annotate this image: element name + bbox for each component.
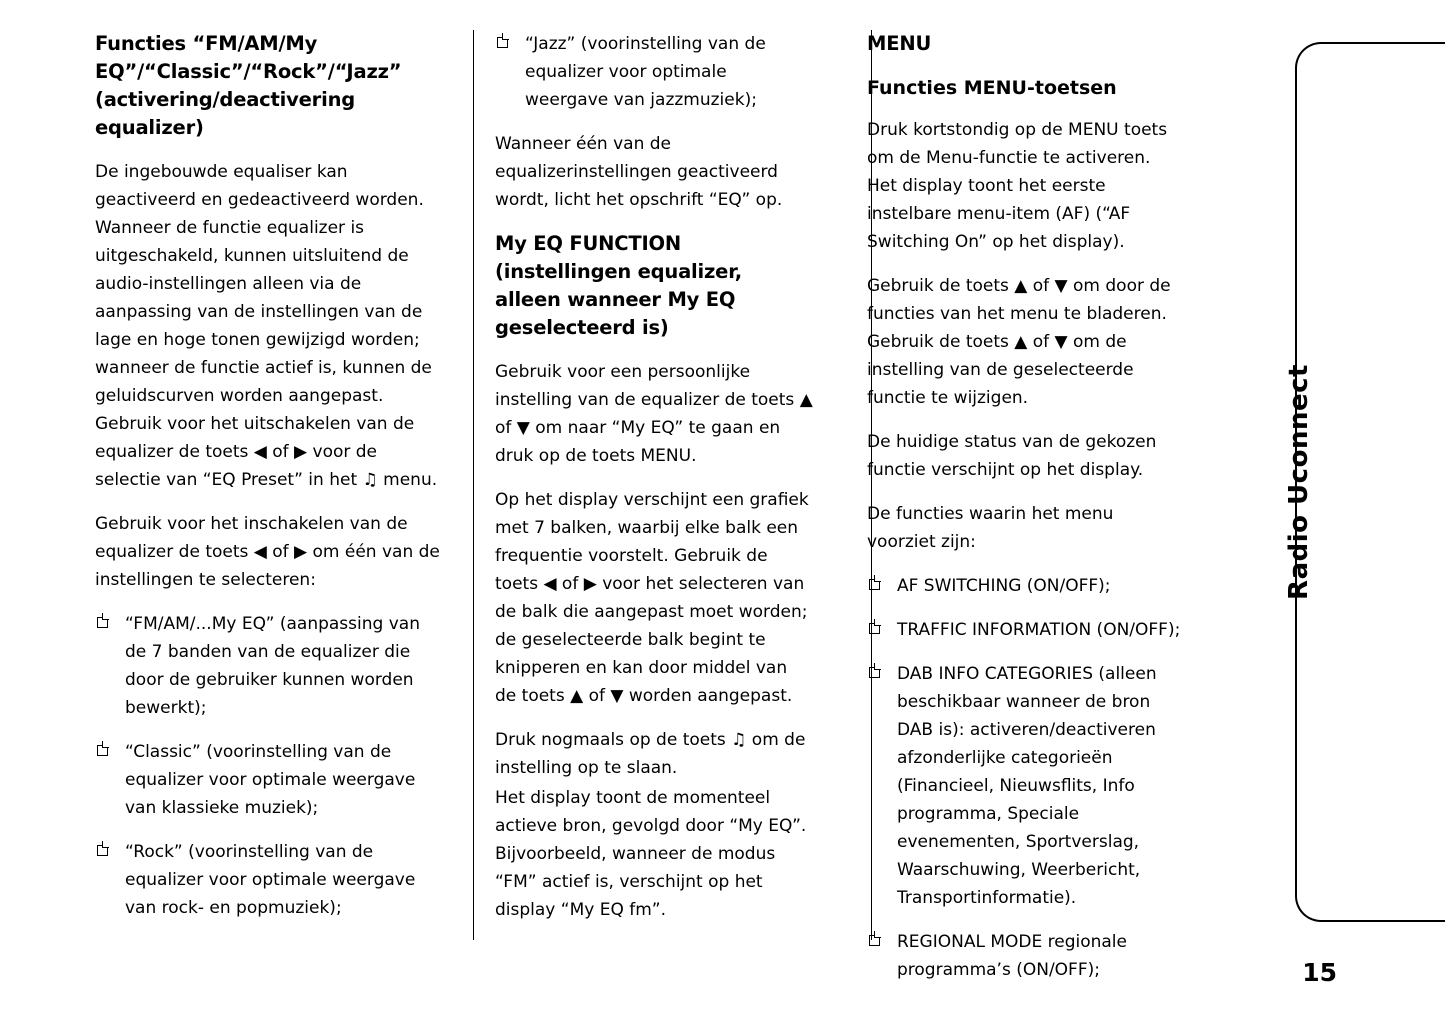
bullet-square-icon (869, 579, 880, 590)
middle-column (467, 30, 839, 940)
list-item (867, 616, 1185, 644)
paragraph-my-eq-graph: Op het display verschijnt een grafiek met 7 balken, waarbij elke balk een frequentie voorstelt. Gebruik de toets ◀ of ▶ voor het selecteren van de balk die aangepast moet worden; de geselecteerde balk begint te knipperen en kan door middel van de toets ▲ of ▼ worden aangepast. (495, 490, 809, 706)
list-item-text: REGIONAL MODE regionale programma’s (ON/OFF); (897, 932, 1127, 980)
list-item (495, 30, 813, 114)
list-item (95, 838, 441, 922)
paragraph-my-eq-display: Het display toont de momenteel actieve bron, gevolgd door “My EQ”. Bijvoorbeeld, wanneer de modus “FM” actief is, verschijnt op het display “My EQ fm”. (495, 788, 807, 920)
page-number: 15 (1302, 958, 1337, 987)
paragraph-menu-functions-intro: De functies waarin het menu voorziet zijn: (867, 504, 1114, 552)
section-tab (1284, 42, 1445, 922)
section-tab-label: Radio Uconnect (1284, 364, 1315, 600)
paragraph-menu-browse: Gebruik de toets ▲ of ▼ om door de functies van het menu te bladeren. Gebruik de toets ▲ of ▼ om de instelling van de geselecteerde functie te wijzigen. (867, 276, 1171, 408)
list-item-text: “Jazz” (voorinstelling van de equalizer voor optimale weergave van jazzmuziek); (525, 34, 766, 110)
paragraph-menu-status: De huidige status van de gekozen functie verschijnt op het display. (867, 432, 1157, 480)
bullet-square-icon (497, 37, 508, 48)
subsection-title-menu-keys: Functies MENU-toetsen (867, 77, 1117, 99)
list-item-text: AF SWITCHING (ON/OFF); (897, 576, 1111, 596)
bullet-square-icon (869, 667, 880, 678)
section-title-my-eq-function: My EQ FUNCTION (instellingen equalizer, alleen wanneer My EQ geselecteerd is) (495, 232, 742, 339)
paragraph-equalizer-enable: Gebruik voor het inschakelen van de equalizer de toets ◀ of ▶ om één van de instellingen te selecteren: (95, 514, 440, 590)
list-item-text: TRAFFIC INFORMATION (ON/OFF); (897, 620, 1181, 640)
list-item-text: “Classic” (voorinstelling van de equalizer voor optimale weergave van klassieke muziek); (125, 742, 416, 818)
list-item (867, 928, 1185, 984)
section-title-menu: MENU (867, 32, 932, 55)
list-item (867, 572, 1185, 600)
list-item (95, 610, 441, 722)
paragraph-my-eq-save: Druk nogmaals op de toets ♫ om de instelling op te slaan. (495, 730, 806, 778)
right-column (839, 30, 1211, 980)
list-item (867, 660, 1185, 912)
bullet-square-icon (869, 623, 880, 634)
equalizer-preset-list-continued (495, 30, 813, 114)
list-item (95, 738, 441, 822)
page-columns (95, 30, 1285, 980)
list-item-text: “FM/AM/...My EQ” (aanpassing van de 7 banden van de equalizer die door de gebruiker kunnen worden bewerkt); (125, 614, 420, 718)
left-column (95, 30, 467, 940)
menu-functions-list (867, 572, 1185, 984)
paragraph-equalizer-intro: De ingebouwde equaliser kan geactiveerd en gedeactiveerd worden. Wanneer de functie equalizer is uitgeschakeld, kunnen uitsluitend de audio-instellingen alleen via de aanpassing van de instellingen van de lage en hoge tonen gewijzigd worden; wanneer de functie actief is, kunnen de geluidscurven worden aangepast. Gebruik voor het uitschakelen van de equalizer de toets ◀ of ▶ voor de selectie van “EQ Preset” in het ♫ menu. (95, 162, 438, 490)
section-title-equalizer: Functies “FM/AM/My EQ”/“Classic”/“Rock”/“Jazz” (activering/deactivering equalizer) (95, 32, 402, 139)
bullet-square-icon (97, 845, 108, 856)
list-item-text: DAB INFO CATEGORIES (alleen beschikbaar wanneer de bron DAB is): activeren/deactiveren afzonderlijke categorieën (Financieel, Nieuwsflits, Info programma, Speciale evenementen, Sportverslag, Waarschuwing, Weerbericht, Transportinformatie). (897, 664, 1157, 908)
bullet-square-icon (97, 745, 108, 756)
equalizer-preset-list (95, 610, 441, 922)
list-item-text: “Rock” (voorinstelling van de equalizer voor optimale weergave van rock- en popmuziek); (125, 842, 416, 918)
bullet-square-icon (869, 935, 880, 946)
paragraph-my-eq-select: Gebruik voor een persoonlijke instelling van de equalizer de toets ▲ of ▼ om naar “My EQ” te gaan en druk op de toets MENU. (495, 362, 813, 466)
paragraph-menu-activate: Druk kortstondig op de MENU toets om de Menu-functie te activeren. Het display toont het eerste instelbare menu-item (AF) (“AF Switching On” op het display). (867, 120, 1168, 252)
paragraph-eq-indicator: Wanneer één van de equalizerinstellingen geactiveerd wordt, licht het opschrift “EQ” op. (495, 134, 783, 210)
bullet-square-icon (97, 617, 108, 628)
